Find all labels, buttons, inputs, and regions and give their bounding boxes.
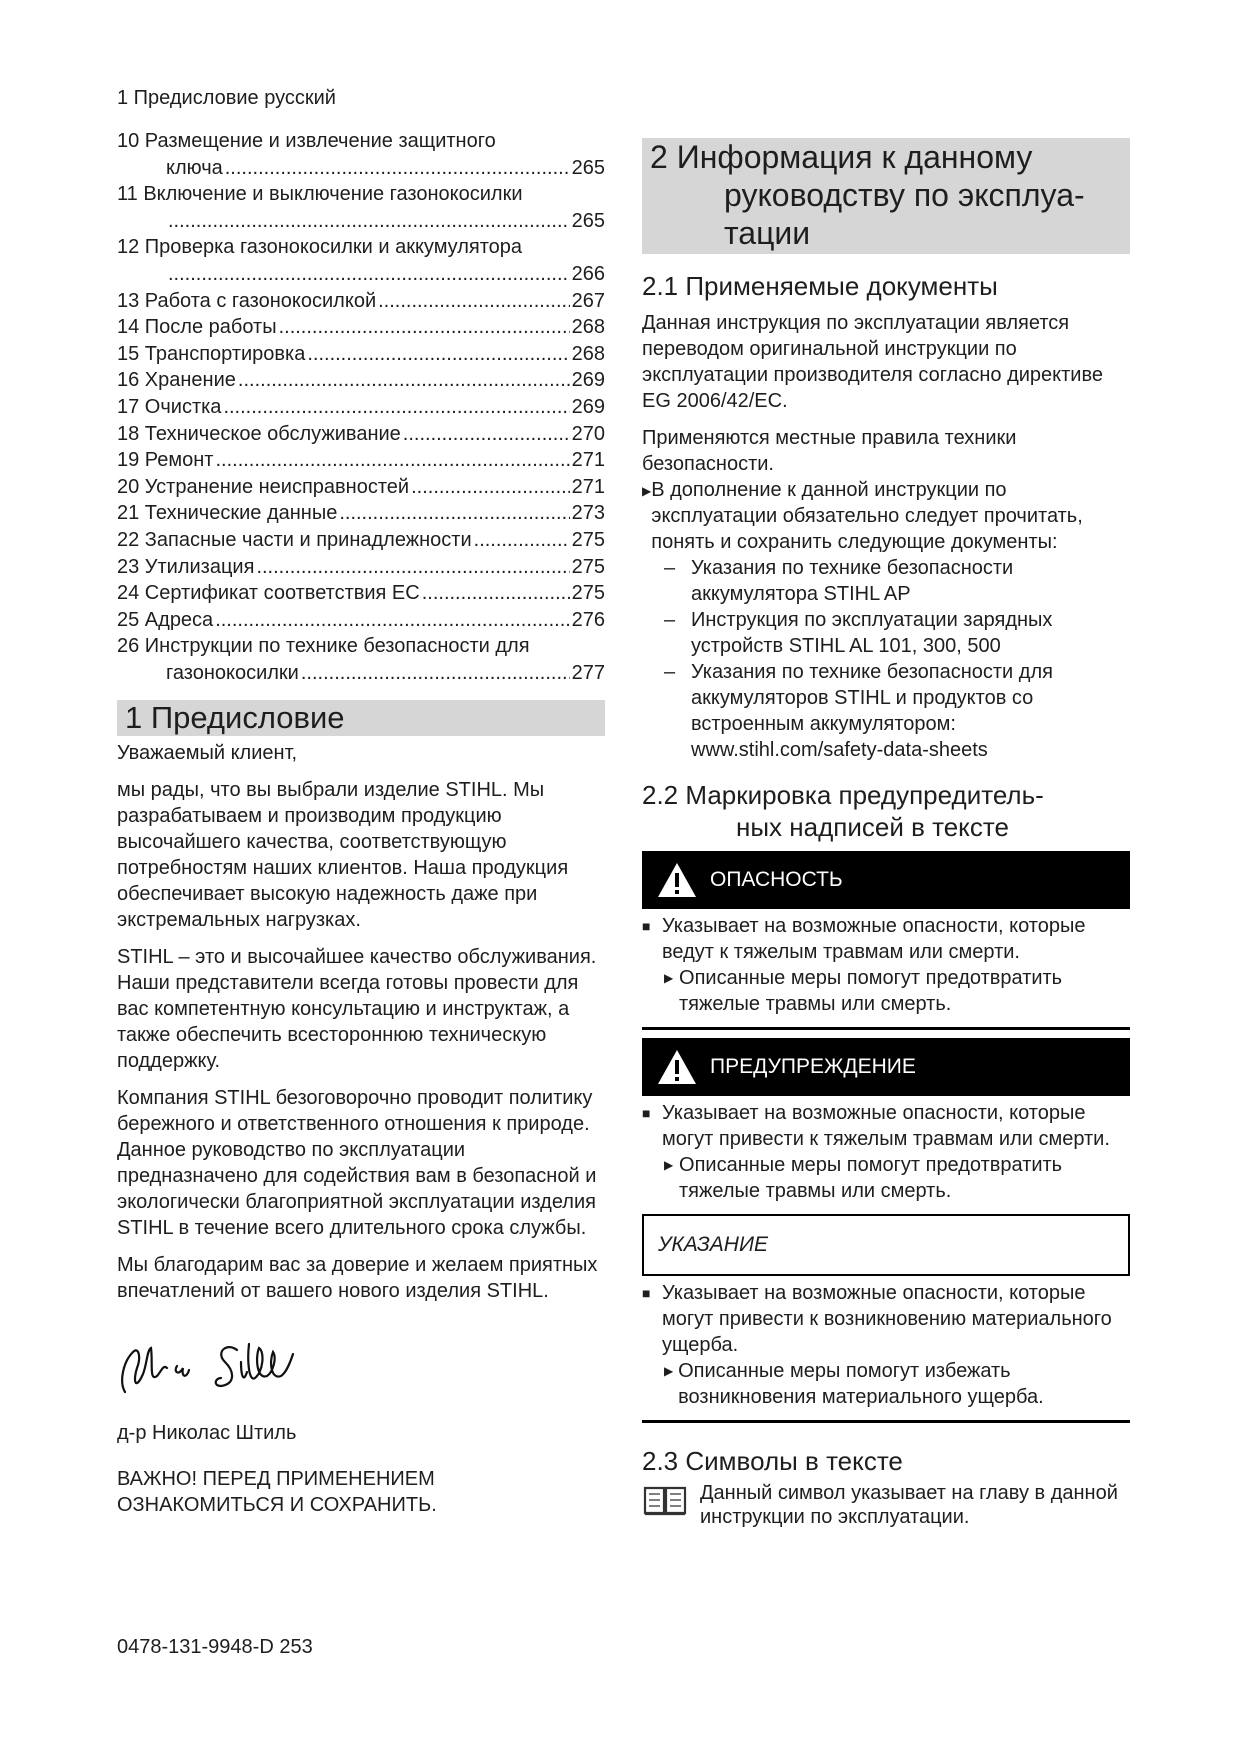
toc-entry[interactable] [117, 234, 605, 287]
toc-entry-title: 14 После работы [117, 316, 277, 339]
toc-entry-title: 11 Включение и выключение газонокосилки [117, 183, 523, 206]
arrow-item-text: В дополнение к данной инструкции по эксплуатации обязательно следует прочитать, понять и сохранить следующие документы: [651, 479, 1083, 553]
toc-entry[interactable] [117, 580, 605, 607]
toc-entry[interactable] [117, 527, 605, 554]
running-header: 1 Предисловие русский [117, 87, 336, 109]
toc-page: 275 [571, 555, 605, 578]
toc-entry-title-cont: ключа [166, 156, 223, 179]
toc-entry[interactable] [117, 607, 605, 634]
toc-entry[interactable] [117, 181, 605, 234]
dot-leader [422, 580, 570, 607]
preface-paragraph: STIHL – это и высочайшее качество обслуживания. Наши представители всегда готовы провести для вас компетентную консультацию и инструктаж, а также обеспечить всестороннюю техническую поддержку. [117, 946, 597, 1073]
toc-page: 277 [571, 661, 605, 684]
dot-leader [225, 155, 570, 182]
divider [642, 1027, 1130, 1030]
handwritten-signature [117, 1322, 307, 1408]
warning-triangle-icon [656, 861, 698, 899]
toc-entry-title: 16 Хранение [117, 369, 236, 392]
danger-label-box [642, 851, 1130, 909]
subsection-heading-2-1: 2.1 Применяемые документы [642, 271, 998, 301]
preface-paragraph: Компания STIHL безоговорочно проводит политику бережного и ответственного отношения к природе. Данное руководство по эксплуатации предназначено для содействия вам в безопасной и экологически благоприятной эксплуатации изделия STIHL в течение всего длительного срока службы. [117, 1087, 597, 1240]
list-item: – Указания по технике безопасности для аккумуляторов STIHL и продуктов со встроенным аккумулятором: www.stihl.com/safety-data-sheets [664, 661, 1053, 761]
toc-entry[interactable] [117, 554, 605, 581]
arrow-item [642, 477, 1130, 555]
toc-page: 275 [571, 528, 605, 551]
heading-line: 2 Информация к данному [650, 139, 1033, 175]
hazard-action: ▶ Описанные меры помогут предотвратить тяжелые травмы или смерть. [664, 1154, 1063, 1202]
dot-leader [301, 660, 570, 687]
toc-page: 268 [571, 342, 605, 365]
paragraph: Данная инструкция по эксплуатации является переводом оригинальной инструкции по эксплуатации производителя согласно директиве EG 2006/42/EC. [642, 312, 1103, 412]
dot-leader [215, 447, 569, 474]
toc-entry-title: 12 Проверка газонокосилки и аккумулятора [117, 236, 523, 259]
dot-leader [223, 394, 569, 421]
hazard-description: ■ Указывает на возможные опасности, которые могут привести к тяжелым травмам или смерти. [642, 1102, 1110, 1150]
toc-entry-title: 18 Техническое обслуживание [117, 422, 401, 445]
dot-leader [168, 261, 570, 288]
toc-entry-title: 17 Очистка [117, 395, 222, 418]
warning-triangle-icon [656, 1048, 698, 1086]
toc-page: 265 [571, 156, 605, 179]
dot-leader [403, 421, 570, 448]
dot-leader [339, 500, 569, 527]
symbol-explanation: Данный символ указывает на главу в данной инструкции по эксплуатации. [642, 1481, 1130, 1529]
heading-line: руководству по эксплуа- [724, 177, 1085, 213]
notice-label: УКАЗАНИЕ [658, 1233, 768, 1256]
toc-entry-title: 26 Инструкции по технике безопасности для [117, 635, 530, 658]
toc-entry[interactable] [117, 128, 605, 181]
toc-page: 266 [571, 262, 605, 285]
toc-entry-title: 25 Адреса [117, 608, 214, 631]
toc-entry-title: 22 Запасные части и принадлежности [117, 528, 472, 551]
toc-page: 271 [571, 449, 605, 472]
left-column [117, 128, 605, 1518]
toc-entry[interactable] [117, 633, 605, 686]
notice-label-box [642, 1214, 1130, 1276]
toc-page: 273 [571, 502, 605, 525]
hazard-description: ■ Указывает на возможные опасности, которые могут привести к возникновению материального ущерба. [642, 1282, 1112, 1356]
triangle-bullet-icon: ▶ [664, 1158, 674, 1172]
subsection-heading-2-2: 2.2 Маркировка предупредитель- ных надписей в тексте [642, 780, 1044, 842]
preface-paragraph: мы рады, что вы выбрали изделие STIHL. Мы разрабатываем и производим продукцию высочайшего качества, соответствующую потребностям наших клиентов. Наша продукция обеспечивает высокую надежность даже при экстремальных нагрузках. [117, 779, 569, 932]
heading-line: тации [724, 215, 811, 251]
square-bullet-icon: ■ [642, 1285, 651, 1301]
signature-image [117, 1322, 605, 1408]
toc-entry[interactable] [117, 421, 605, 448]
book-icon [642, 1483, 688, 1517]
hazard-description: ■ Указывает на возможные опасности, которые ведут к тяжелым травмам или смерти. [642, 915, 1086, 963]
subsection-heading-2-3: 2.3 Символы в тексте [642, 1446, 903, 1476]
toc-page: 276 [571, 608, 605, 631]
toc-entry[interactable] [117, 447, 605, 474]
toc-entry[interactable] [117, 367, 605, 394]
table-of-contents [117, 128, 605, 686]
right-column [642, 128, 1130, 1529]
dot-leader [411, 474, 570, 501]
toc-entry-title: 13 Работа с газонокосилкой [117, 289, 377, 312]
toc-page: 268 [571, 316, 605, 339]
toc-page: 269 [571, 395, 605, 418]
hazard-action: ▶ Описанные меры помогут избежать возникновения материального ущерба. [664, 1360, 1044, 1408]
dot-leader [279, 314, 570, 341]
danger-label: ОПАСНОСТЬ [710, 868, 843, 891]
list-item: – Указания по технике безопасности аккумулятора STIHL AP [664, 557, 1014, 605]
toc-page: 275 [571, 582, 605, 605]
square-bullet-icon: ■ [642, 918, 651, 934]
toc-page: 267 [571, 289, 605, 312]
warning-label: ПРЕДУПРЕЖДЕНИЕ [710, 1055, 916, 1078]
page-footer: 0478-131-9948-D 253 [117, 1636, 313, 1658]
toc-entry[interactable] [117, 500, 605, 527]
toc-entry-title: 21 Технические данные [117, 502, 338, 525]
toc-entry[interactable] [117, 394, 605, 421]
dot-leader [168, 208, 570, 235]
toc-entry-title: 10 Размещение и извлечение защитного [117, 130, 496, 152]
triangle-bullet-icon: ▶ [664, 1364, 674, 1378]
dot-leader [378, 288, 570, 315]
dot-leader [215, 607, 569, 634]
toc-entry[interactable] [117, 341, 605, 368]
dot-leader [256, 554, 569, 581]
toc-entry-title: 15 Транспортировка [117, 342, 306, 365]
dot-leader [307, 341, 569, 368]
warning-label-box [642, 1038, 1130, 1096]
toc-entry-title: 23 Утилизация [117, 555, 255, 578]
hazard-action: ▶ Описанные меры помогут предотвратить тяжелые травмы или смерть. [664, 967, 1063, 1015]
toc-entry[interactable] [117, 474, 605, 501]
toc-entry-title-cont: газонокосилки [166, 661, 299, 684]
dot-leader [474, 527, 570, 554]
toc-entry[interactable] [117, 288, 605, 315]
divider [642, 1420, 1130, 1423]
dot-leader [238, 367, 570, 394]
list-item: – Инструкция по эксплуатации зарядных устройств STIHL AL 101, 300, 500 [664, 609, 1053, 657]
section-heading-info [642, 138, 1130, 254]
preface-paragraph: Мы благодарим вас за доверие и желаем приятных впечатлений от вашего нового изделия STIHL. [117, 1254, 598, 1303]
paragraph: Применяются местные правила техники безопасности. [642, 427, 1017, 475]
section-heading-preface: 1 Предисловие [117, 700, 605, 736]
important-notice: ВАЖНО! ПЕРЕД ПРИМЕНЕНИЕМ ОЗНАКОМИТЬСЯ И СОХРАНИТЬ. [117, 1468, 437, 1517]
toc-page: 269 [571, 369, 605, 392]
toc-page: 265 [571, 209, 605, 232]
triangle-bullet-icon: ▶ [664, 971, 674, 985]
document-list [642, 555, 1130, 763]
toc-page: 271 [571, 475, 605, 498]
toc-entry-title: 20 Устранение неисправностей [117, 475, 410, 498]
square-bullet-icon: ■ [642, 1105, 651, 1121]
greeting: Уважаемый клиент, [117, 742, 298, 765]
toc-entry[interactable] [117, 314, 605, 341]
signer-name: д-р Николас Штиль [117, 1422, 297, 1445]
triangle-bullet-icon: ▶ [642, 484, 652, 498]
toc-page: 270 [571, 422, 605, 445]
toc-entry-title: 19 Ремонт [117, 449, 214, 472]
toc-entry-title: 24 Сертификат соответствия ЕС [117, 582, 420, 605]
